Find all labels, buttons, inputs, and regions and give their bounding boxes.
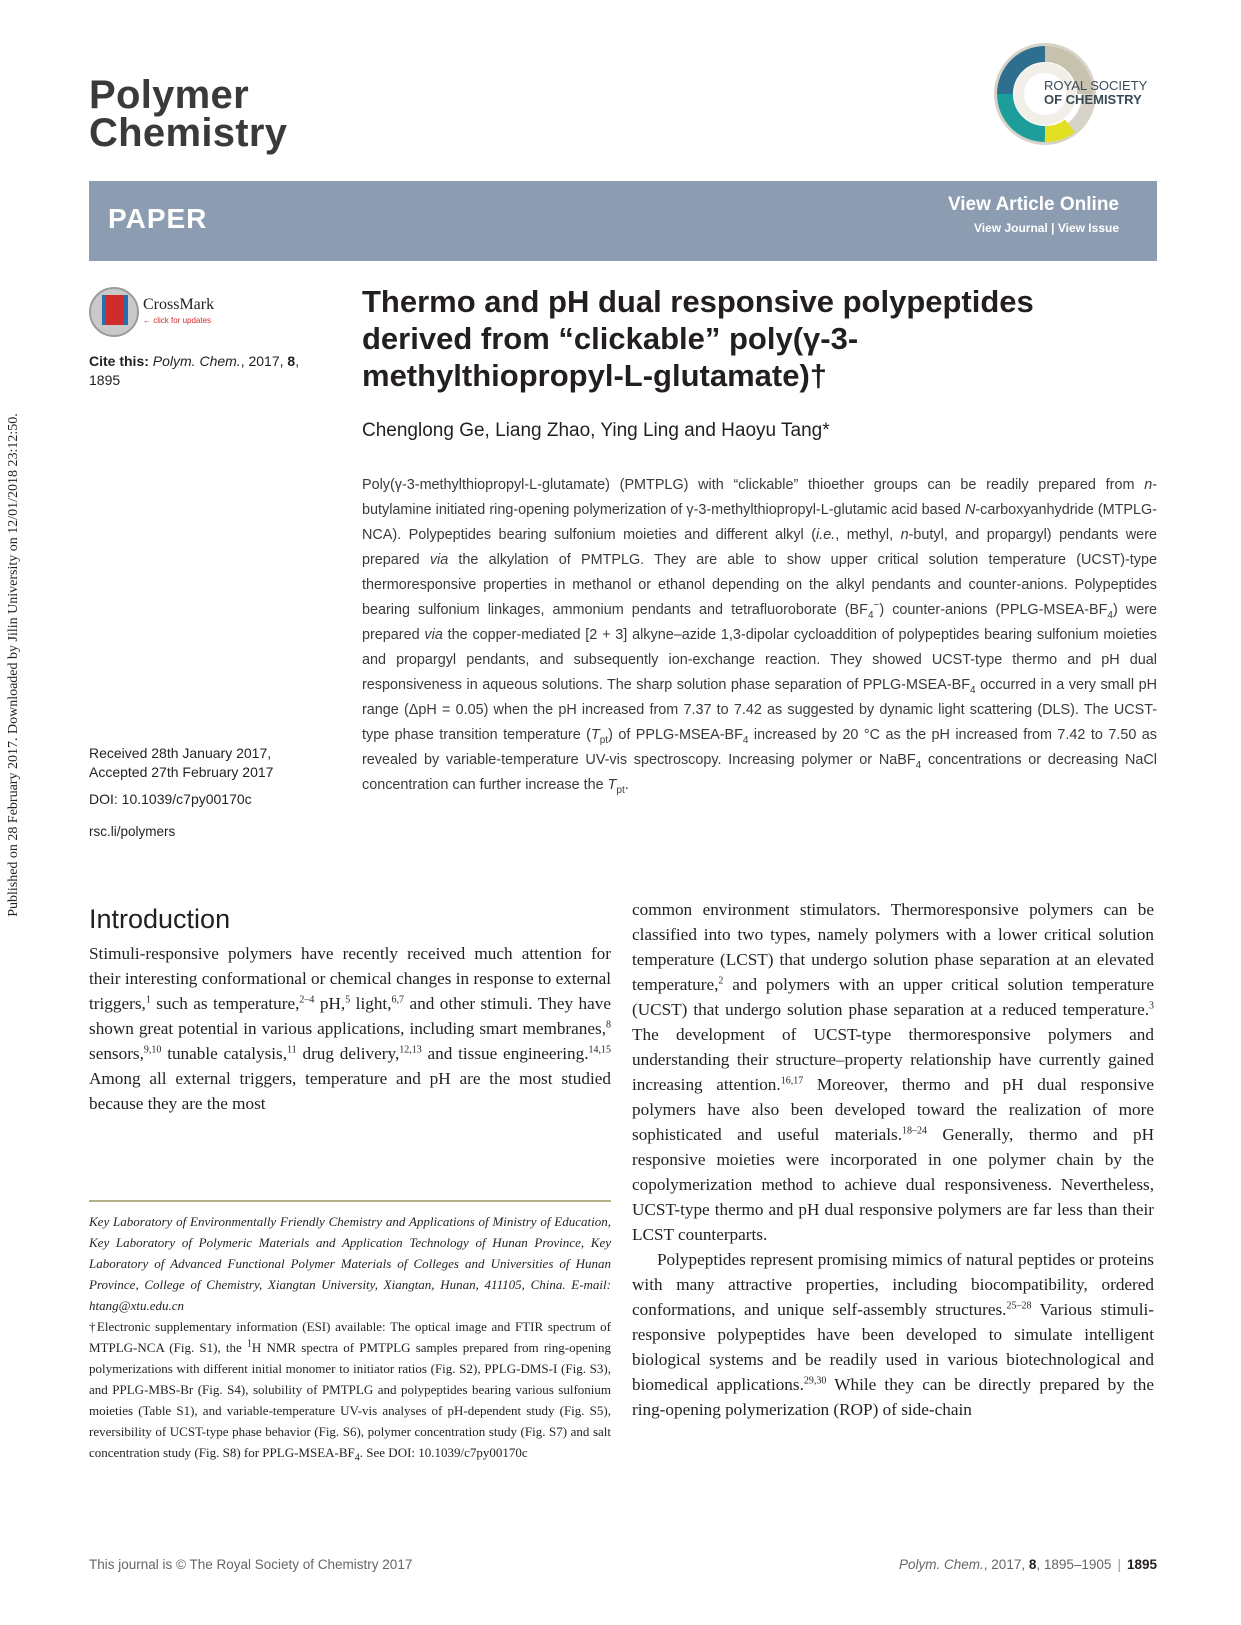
introduction-heading: Introduction	[89, 904, 231, 934]
citation-journal: Polym. Chem.	[152, 353, 241, 369]
journal-url[interactable]: rsc.li/polymers	[89, 824, 176, 839]
footer-volume: 8	[1028, 1557, 1037, 1572]
intro-paragraph-3: Polypeptides represent promising mimics of natural peptides or proteins with many attractive properties, including biocompatibility, ordered conformations, and unique self-assembly structures.$^{25-28}$ Various stimuli-responsive polypeptides have been developed to simulate intelligent biological systems and be readily used in various biotechnological and biomedical applications.$^{29,30}$ While they can be directly prepared by the ring-opening polymerization (ROP) of side-chain	[632, 1250, 1154, 1419]
citation-volume: 8	[287, 353, 296, 369]
journal-title-line2: Chemistry	[89, 111, 288, 155]
view-article-online-link[interactable]: View Article Online	[947, 194, 1119, 215]
footer-year: , 2017,	[983, 1557, 1029, 1572]
rsc-logo-icon	[990, 42, 1160, 154]
view-issue-link[interactable]: View Issue	[1057, 221, 1119, 235]
download-notice: Published on 28 February 2017. Downloaded by Jilin University on 12/01/2018 23:12:50.	[6, 413, 21, 917]
article-dates	[89, 744, 319, 782]
esi-footnote: †Electronic supplementary information (ESI) available: The optical image and FTIR spectrum of MTPLG-NCA (Fig. S1), the $^1$H NMR spectra of PMTPLG samples prepared from ring-opening polymerizations with different initial monomer to initiator ratios (Fig. S2), PPLG-DMS-I (Fig. S3), and PPLG-MBS-Br (Fig. S4), solubility of PMTPLG and polypeptides bearing various sulfonium moieties (Table S1), and variable-temperature UV-vis analyses of pH-dependent study (Fig. S5), reversibility of UCST-type phase behavior (Fig. S6), polymer concentration study (Fig. S7) and salt concentration study (Fig. S8) for PPLG-$MSEA-BF_4$. See DOI: 10.1039/c7py00170c	[89, 1319, 611, 1464]
accepted-date: Accepted 27th February 2017	[89, 764, 274, 780]
footnote-divider	[89, 1200, 611, 1202]
crossmark-badge[interactable]	[89, 287, 229, 339]
article-title: Thermo and pH dual responsive polypeptides derived from “clickable” poly(γ-3-methylthiopropyl-L-glutamate)†	[362, 284, 1034, 393]
citation-page: 1895	[89, 372, 121, 388]
intro-paragraph-1: Stimuli-responsive polymers have recently received much attention for their interesting conformational or chemical changes in response to external triggers,$^1$ such as temperature,$^{2-4}$ pH,$^5$ light,$^{6,7}$ and other stimuli. They have shown great potential in various applications, including smart membranes,$^8$ sensors,$^{9,10}$ tunable catalysis,$^{11}$ drug delivery,$^{12,13}$ and tissue engineering.$^{14,15}$ Among all external triggers, temperature and pH are the most studied because they are the most	[89, 944, 611, 1113]
author-list: Chenglong Ge, Liang Zhao, Ying Ling and Haoyu Tang*	[362, 420, 830, 441]
footer-pages: , 1895–1905	[1036, 1557, 1112, 1572]
footer-journal: Polym. Chem.	[899, 1557, 984, 1572]
footnotes	[89, 1211, 611, 1463]
crossmark-sublabel-text: click for updates	[153, 316, 212, 325]
article-type-label: PAPER	[108, 203, 208, 234]
doi[interactable]: DOI: 10.1039/c7py00170c	[89, 791, 252, 807]
view-journal-link[interactable]: View Journal	[973, 221, 1048, 235]
citation	[89, 352, 319, 390]
view-links-separator: |	[1051, 221, 1055, 235]
crossmark-label: CrossMark	[143, 296, 215, 313]
crossmark-bookmark-icon	[102, 295, 128, 325]
page-number: 1895	[1126, 1557, 1157, 1572]
journal-title	[89, 73, 288, 155]
affiliation-footnote: Key Laboratory of Environmentally Friendly Chemistry and Applications of Ministry of Education, Key Laboratory of Polymeric Materials and Application Technology of Hunan Province, Key Laboratory of Advanced Functional Polymer Materials of Colleges and Universities of Hunan Province, College of Chemistry, Xiangtan University, Xiangtan, Hunan, 411105, China. E-mail: htang@xtu.edu.cn	[89, 1214, 611, 1313]
citation-separator: ,	[295, 353, 300, 369]
copyright-footer: This journal is © The Royal Society of Chemistry 2017	[89, 1557, 413, 1572]
crossmark-sublabel: ← click for updates	[143, 316, 212, 325]
abstract: Poly(γ-3-methylthiopropyl-L-glutamate) (PMTPLG) with “clickable” thioether groups can be readily prepared from n-butylamine initiated ring-opening polymerization of γ-3-methylthiopropyl-L-glutamic acid based N-carboxyanhydride (MTPLG-NCA). Polypeptides bearing sulfonium moieties and different alkyl (i.e., methyl, n-butyl, and propargyl) pendants were prepared via the alkylation of PMTPLG. They are able to show upper critical solution temperature (UCST)-type thermoresponsive properties in methanol or ethanol depending on the alkyl pendants and counter-anions. Polypeptides bearing sulfonium linkages, ammonium pendants and tetrafluoroborate $(BF_4^-)$ counter-anions $(PPLG-MSEA-BF_4)$ were prepared via the copper-mediated [2 + 3] alkyne–azide 1,3-dipolar cycloaddition of polypeptides bearing sulfonium moieties and propargyl pendants, and subsequently ion-exchange reaction. They showed UCST-type thermo and pH dual responsiveness in aqueous solutions. The sharp solution phase separation of PPLG-$MSEA-BF_4$ occurred in a very small pH range (ΔpH = 0.05) when the pH increased from 7.37 to 7.42 as suggested by dynamic light scattering (DLS). The UCST-type phase transition temperature $(T_{pt})$ of PPLG-$MSEA-BF_4$ increased by 20 °C as the pH increased from 7.42 to 7.50 as revealed by variable-temperature UV-vis spectroscopy. Increasing polymer or NaBF$_4$ concentrations or decreasing NaCl concentration can further increase the $T_{pt}$.	[362, 477, 1157, 796]
citation-year: , 2017,	[240, 353, 284, 369]
journal-title-line1: Polymer	[89, 73, 249, 117]
intro-left-column	[89, 941, 611, 1116]
rsc-logo-line2: OF CHEMISTRY	[1044, 92, 1142, 107]
footer-separator: |	[1117, 1557, 1121, 1572]
intro-right-column	[632, 897, 1154, 1422]
citation-label: Cite this:	[89, 353, 149, 369]
download-watermark	[2, 365, 26, 965]
page-footer	[899, 1557, 1157, 1572]
article-type-banner	[89, 181, 1157, 261]
rsc-logo[interactable]	[990, 42, 1160, 154]
intro-paragraph-2: common environment stimulators. Thermoresponsive polymers can be classified into two types, namely polymers with a lower critical solution temperature (LCST) that undergo solution phase separation at an elevated temperature,$^2$ and polymers with an upper critical solution temperature (UCST) that undergo solution phase separation at a reduced temperature.$^3$ The development of UCST-type thermoresponsive polymers and understanding their structure–property relationship have currently gained increasing attention.$^{16,17}$ Moreover, thermo and pH dual responsive polymers have also been developed toward the realization of more sophisticated and useful materials.$^{18-24}$ Generally, thermo and pH responsive moieties were incorporated in one polymer chain by the copolymerization method to achieve dual responsiveness. Nevertheless, UCST-type thermo and pH dual responsive polymers are far less than their LCST counterparts.	[632, 900, 1154, 1244]
rsc-logo-line1: ROYAL SOCIETY	[1044, 78, 1148, 93]
received-date: Received 28th January 2017,	[89, 745, 272, 761]
view-links	[974, 221, 1119, 235]
